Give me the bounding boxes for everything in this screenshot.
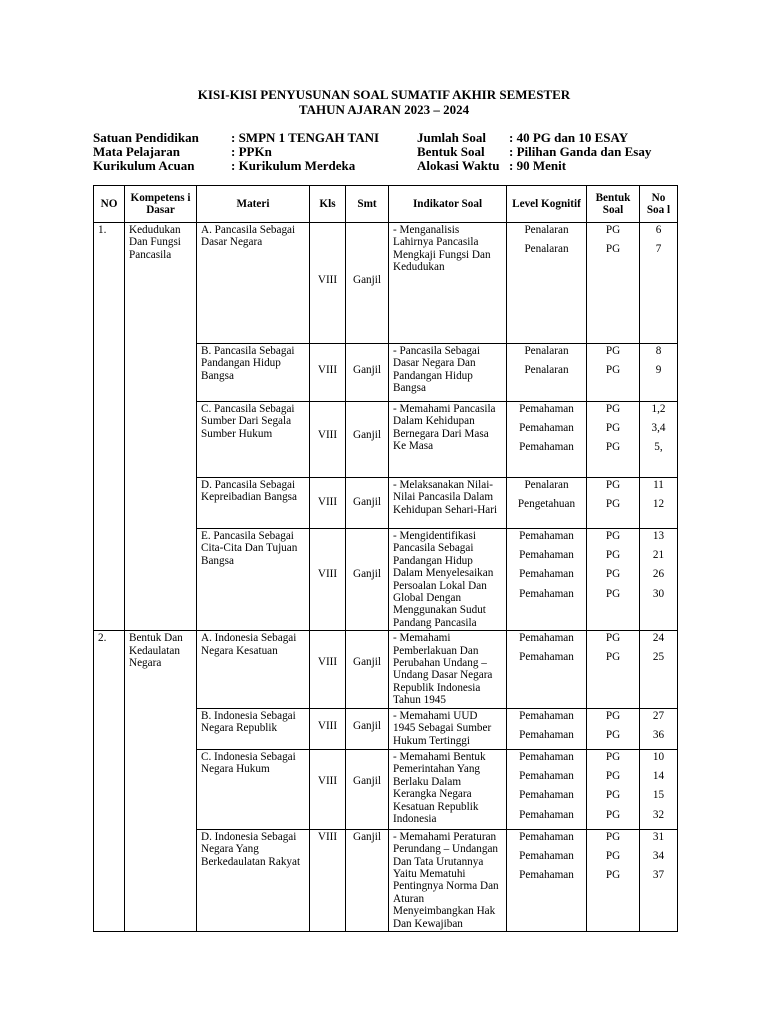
cell-level-item: Pemahaman [519, 789, 574, 802]
cell-bentuk-item: PG [605, 422, 621, 435]
cell-nosoal-item: 34 [652, 850, 665, 862]
cell-kls: VIII [310, 529, 346, 631]
cell-nosoal [640, 344, 678, 402]
cell-nosoal [640, 529, 678, 631]
header-kompetensi: Kompetens i Dasar [125, 186, 197, 223]
cell-indikator: - Pancasila Sebagai Dasar Negara Dan Pandangan Hidup Bangsa [389, 344, 507, 402]
cell-nosoal-item: 15 [652, 789, 665, 802]
cell-nosoal-item: 21 [652, 549, 665, 562]
cell-bentuk-item: PG [605, 568, 621, 581]
cell-level-item: Penalaran [524, 345, 569, 357]
cell-level-item: Pengetahuan [517, 498, 576, 511]
cell-level-item: Penalaran [524, 479, 569, 491]
cell-indikator: - Menganalisis Lahirnya Pancasila Mengkaji Fungsi Dan Kedudukan [389, 223, 507, 344]
cell-bentuk-item: PG [605, 224, 621, 236]
cell-kls: VIII [310, 829, 346, 931]
cell-kompetensi: Bentuk Dan Kedaulatan Negara [125, 631, 197, 932]
cell-nosoal [640, 478, 678, 529]
header-kls: Kls [310, 186, 346, 223]
cell-nosoal [640, 829, 678, 931]
cell-bentuk-item: PG [605, 751, 621, 764]
cell-materi: B. Indonesia Sebagai Negara Republik [197, 708, 310, 749]
document-subtitle: TAHUN AJARAN 2023 – 2024 [298, 102, 470, 117]
cell-nosoal [640, 402, 678, 478]
meta-label-alokasi: Alokasi Waktu [417, 158, 500, 173]
cell-nosoal-item: 6 [655, 224, 662, 236]
cell-smt: Ganjil [346, 750, 389, 830]
cell-materi: A. Pancasila Sebagai Dasar Negara [197, 223, 310, 344]
cell-nosoal-item: 14 [652, 770, 665, 783]
cell-materi: E. Pancasila Sebagai Cita-Cita Dan Tujuan Bangsa [197, 529, 310, 631]
cell-indikator: - Memahami UUD 1945 Sebagai Sumber Hukum Tertinggi [389, 708, 507, 749]
cell-smt: Ganjil [346, 223, 389, 344]
cell-level-item: Penalaran [524, 224, 569, 236]
cell-level-item: Penalaran [524, 243, 569, 256]
cell-level [507, 750, 587, 830]
meta-value-bentuk: : Pilihan Ganda dan Esay [509, 144, 652, 159]
cell-nosoal-item: 25 [652, 651, 665, 664]
cell-nosoal-item: 13 [652, 530, 665, 542]
cell-materi: C. Indonesia Sebagai Negara Hukum [197, 750, 310, 830]
cell-bentuk-item: PG [605, 549, 621, 562]
meta-value-satuan: : SMPN 1 TENGAH TANI [231, 130, 380, 145]
kisi-kisi-table [93, 185, 678, 932]
cell-nosoal-item: 3,4 [651, 422, 666, 435]
cell-kls: VIII [310, 750, 346, 830]
cell-bentuk [587, 708, 640, 749]
cell-kls: VIII [310, 631, 346, 708]
cell-smt: Ganjil [346, 829, 389, 931]
header-bentuk: Bentuk Soal [587, 186, 640, 223]
cell-bentuk-item: PG [605, 587, 621, 600]
cell-smt: Ganjil [346, 708, 389, 749]
cell-smt: Ganjil [346, 631, 389, 708]
cell-level-item: Pemahaman [519, 441, 574, 454]
cell-kls: VIII [310, 344, 346, 402]
cell-level-item: Pemahaman [519, 403, 574, 415]
cell-bentuk-item: PG [605, 789, 621, 802]
cell-nosoal [640, 223, 678, 344]
cell-level [507, 708, 587, 749]
cell-nosoal-item: 12 [652, 498, 665, 511]
cell-bentuk-item: PG [605, 498, 621, 511]
meta-label-bentuk: Bentuk Soal [417, 144, 485, 159]
meta-label-kurikulum: Kurikulum Acuan [93, 158, 195, 173]
cell-level-item: Pemahaman [519, 869, 574, 882]
cell-bentuk [587, 631, 640, 708]
cell-kls: VIII [310, 223, 346, 344]
meta-label-satuan: Satuan Pendidikan [93, 130, 199, 145]
cell-nosoal-item: 27 [652, 709, 665, 722]
cell-bentuk [587, 402, 640, 478]
cell-nosoal-item: 11 [653, 479, 664, 491]
header-indikator: Indikator Soal [389, 186, 507, 223]
meta-value-alokasi: : 90 Menit [509, 158, 567, 173]
cell-materi: B. Pancasila Sebagai Pandangan Hidup Bangsa [197, 344, 310, 402]
header-level: Level Kognitif [507, 186, 587, 223]
cell-bentuk [587, 344, 640, 402]
cell-level-item: Pemahaman [519, 530, 574, 542]
cell-nosoal [640, 708, 678, 749]
table-row [94, 223, 678, 344]
cell-level-item: Pemahaman [519, 651, 574, 664]
cell-level-item: Pemahaman [519, 808, 574, 821]
cell-materi: D. Indonesia Sebagai Negara Yang Berkedaulatan Rakyat [197, 829, 310, 931]
cell-indikator: - Melaksanakan Nilai-Nilai Pancasila Dalam Kehidupan Sehari-Hari [389, 478, 507, 529]
cell-bentuk-item: PG [605, 632, 621, 645]
cell-level [507, 478, 587, 529]
cell-bentuk-item: PG [605, 651, 621, 664]
cell-nosoal-item: 10 [652, 751, 665, 764]
cell-kompetensi: Kedudukan Dan Fungsi Pancasila [125, 223, 197, 631]
cell-nosoal-item: 1,2 [651, 403, 666, 415]
cell-no: 1. [94, 223, 125, 631]
cell-bentuk-item: PG [605, 869, 621, 882]
cell-smt: Ganjil [346, 344, 389, 402]
cell-materi: D. Pancasila Sebagai Kepreibadian Bangsa [197, 478, 310, 529]
cell-smt: Ganjil [346, 478, 389, 529]
meta-value-jumlah: : 40 PG dan 10 ESAY [509, 130, 629, 145]
cell-level-item: Pemahaman [519, 770, 574, 783]
cell-level-item: Pemahaman [519, 728, 574, 741]
meta-label-mapel: Mata Pelajaran [93, 144, 181, 159]
cell-nosoal-item: 24 [652, 632, 665, 645]
cell-level-item: Pemahaman [519, 632, 574, 645]
document-title: KISI-KISI PENYUSUNAN SOAL SUMATIF AKHIR SEMESTER [197, 87, 571, 102]
table-row [94, 631, 678, 708]
cell-nosoal-item: 36 [652, 728, 665, 741]
cell-indikator: - Memahami Peraturan Perundang – Undangan Dan Tata Urutannya Yaitu Mematuhi Pentingnya Norma Dan Aturan Menyeimbangkan Hak Dan Kewajiban [389, 829, 507, 931]
cell-bentuk-item: PG [605, 728, 621, 741]
cell-nosoal-item: 7 [655, 243, 662, 256]
cell-materi: C. Pancasila Sebagai Sumber Dari Segala Sumber Hukum [197, 402, 310, 478]
cell-bentuk-item: PG [605, 243, 621, 256]
cell-materi: A. Indonesia Sebagai Negara Kesatuan [197, 631, 310, 708]
cell-level [507, 223, 587, 344]
cell-nosoal [640, 631, 678, 708]
cell-level [507, 344, 587, 402]
cell-nosoal-item: 26 [652, 568, 665, 581]
cell-bentuk-item: PG [605, 830, 621, 843]
cell-indikator: - Memahami Pancasila Dalam Kehidupan Bernegara Dari Masa Ke Masa [389, 402, 507, 478]
cell-bentuk-item: PG [605, 345, 621, 357]
cell-nosoal-item: 9 [655, 364, 662, 377]
header-nosoal: No Soa l [640, 186, 678, 223]
cell-smt: Ganjil [346, 529, 389, 631]
cell-nosoal-item: 37 [652, 869, 665, 882]
table-body [94, 223, 678, 932]
header-smt: Smt [346, 186, 389, 223]
cell-nosoal-item: 31 [652, 830, 665, 843]
cell-nosoal-item: 32 [652, 808, 665, 821]
cell-bentuk [587, 829, 640, 931]
cell-level [507, 631, 587, 708]
cell-bentuk [587, 529, 640, 631]
cell-bentuk-item: PG [605, 479, 621, 491]
cell-level-item: Pemahaman [519, 422, 574, 435]
cell-level-item: Pemahaman [519, 830, 574, 843]
cell-bentuk-item: PG [605, 530, 621, 542]
cell-bentuk-item: PG [605, 709, 621, 722]
cell-nosoal-item: 8 [655, 345, 662, 357]
cell-level-item: Pemahaman [519, 850, 574, 862]
header-no: NO [94, 186, 125, 223]
cell-bentuk-item: PG [605, 850, 621, 862]
cell-bentuk [587, 478, 640, 529]
cell-bentuk-item: PG [605, 403, 621, 415]
cell-kls: VIII [310, 478, 346, 529]
table-header-row [94, 186, 678, 223]
cell-level-item: Pemahaman [519, 587, 574, 600]
cell-level-item: Penalaran [524, 364, 569, 377]
cell-indikator: - Memahami Pemberlakuan Dan Perubahan Undang – Undang Dasar Negara Republik Indonesia Tahun 1945 [389, 631, 507, 708]
cell-nosoal-item: 5, [654, 441, 663, 454]
cell-nosoal [640, 750, 678, 830]
cell-bentuk-item: PG [605, 364, 621, 377]
cell-kls: VIII [310, 402, 346, 478]
header-materi: Materi [197, 186, 310, 223]
cell-indikator: - Memahami Bentuk Pemerintahan Yang Berlaku Dalam Kerangka Negara Kesatuan Republik Indonesia [389, 750, 507, 830]
cell-level [507, 529, 587, 631]
cell-level-item: Pemahaman [519, 751, 574, 764]
cell-smt: Ganjil [346, 402, 389, 478]
cell-level-item: Pemahaman [519, 549, 574, 562]
cell-bentuk-item: PG [605, 808, 621, 821]
cell-level-item: Pemahaman [519, 568, 574, 581]
cell-no: 2. [94, 631, 125, 932]
cell-bentuk [587, 223, 640, 344]
cell-bentuk [587, 750, 640, 830]
cell-level [507, 402, 587, 478]
cell-level-item: Pemahaman [519, 709, 574, 722]
cell-kls: VIII [310, 708, 346, 749]
meta-label-jumlah: Jumlah Soal [417, 130, 486, 145]
cell-level [507, 829, 587, 931]
cell-indikator: - Mengidentifikasi Pancasila Sebagai Pandangan Hidup Dalam Menyelesaikan Persoalan Lokal Dan Global Dengan Menggunakan Sudut Pandang Pancasila [389, 529, 507, 631]
cell-nosoal-item: 30 [652, 587, 665, 600]
meta-value-mapel: : PPKn [231, 144, 272, 159]
cell-bentuk-item: PG [605, 770, 621, 783]
meta-value-kurikulum: : Kurikulum Merdeka [231, 158, 356, 173]
cell-bentuk-item: PG [605, 441, 621, 454]
